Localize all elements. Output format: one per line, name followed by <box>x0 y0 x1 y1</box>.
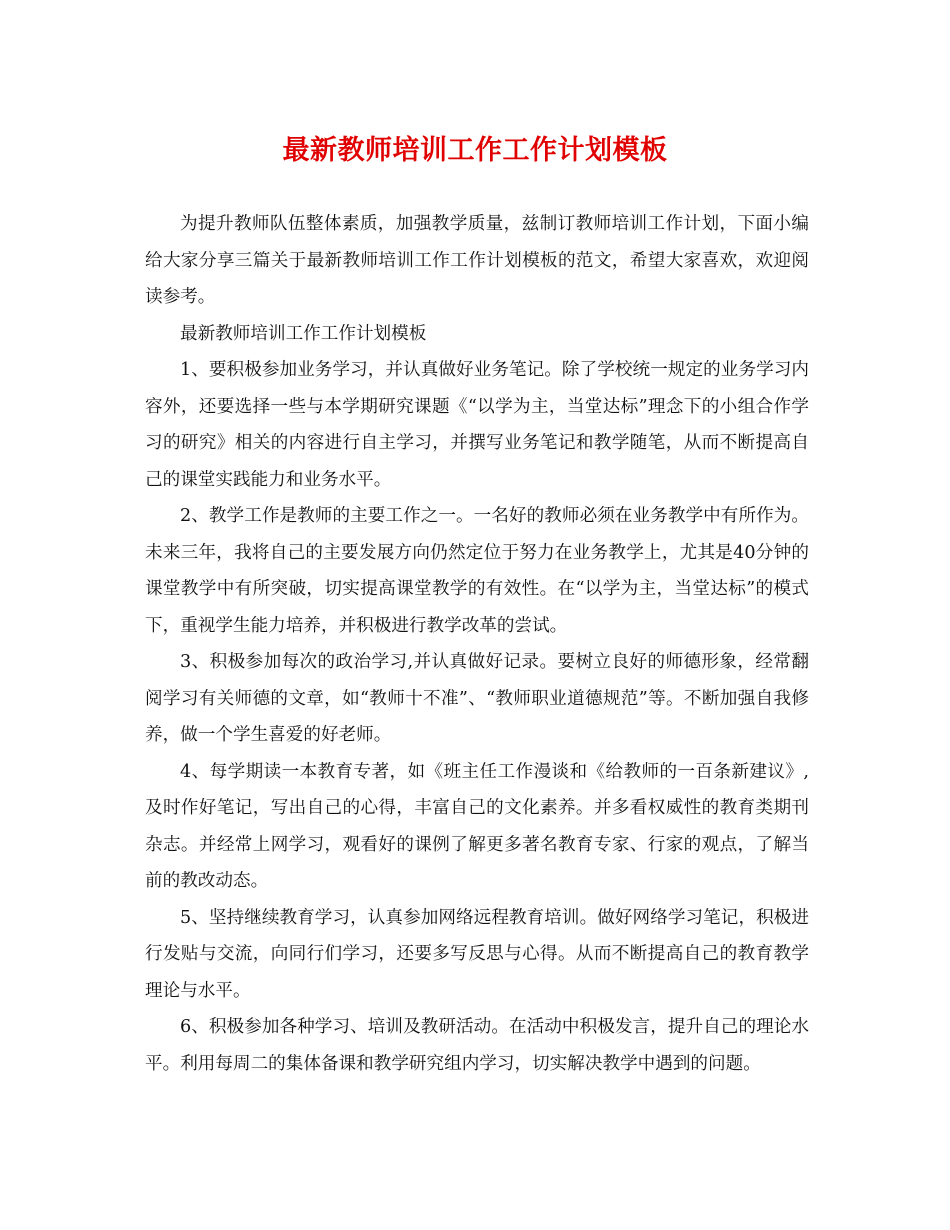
document-body <box>145 206 809 1082</box>
paragraph-item-5: 5、坚持继续教育学习，认真参加网络远程教育培训。做好网络学习笔记，积极进行发贴与交流，向同行们学习，还要多写反思与心得。从而不断提高自己的教育教学理论与水平。 <box>145 907 809 1001</box>
section-heading: 最新教师培训工作工作计划模板 <box>180 323 427 344</box>
intro-paragraph: 为提升教师队伍整体素质，加强教学质量，兹制订教师培训工作计划，下面小编给大家分享三篇关于最新教师培训工作工作计划模板的范文，希望大家喜欢，欢迎阅读参考。 <box>145 214 809 307</box>
document-title: 最新教师培训工作工作计划模板 <box>282 135 668 166</box>
paragraph-item-4: 4、每学期读一本教育专著，如《班主任工作漫谈和《给教师的一百条新建议》,及时作好笔记，写出自己的心得，丰富自己的文化素养。并多看权威性的教育类期刊杂志。并经常上网学习，观看好的课例了解更多著名教育专家、行家的观点，了解当前的教改动态。 <box>145 761 809 891</box>
paragraph-item-2: 2、教学工作是教师的主要工作之一。一名好的教师必须在业务教学中有所作为。未来三年，我将自己的主要发展方向仍然定位于努力在业务教学上，尤其是40分钟的课堂教学中有所突破，切实提高课堂教学的有效性。在“以学为主，当堂达标”的模式下，重视学生能力培养，并积极进行教学改革的尝试。 <box>145 506 809 636</box>
paragraph-item-6: 6、积极参加各种学习、培训及教研活动。在活动中积极发言，提升自己的理论水平。利用每周二的集体备课和教学研究组内学习，切实解决教学中遇到的问题。 <box>145 1017 809 1074</box>
paragraph-item-3: 3、积极参加每次的政治学习,并认真做好记录。要树立良好的师德形象，经常翻阅学习有关师德的文章，如“教师十不准”、“教师职业道德规范”等。不断加强自我修养，做一个学生喜爱的好老师。 <box>145 652 809 745</box>
paragraph-item-1: 1、要积极参加业务学习，并认真做好业务笔记。除了学校统一规定的业务学习内容外，还要选择一些与本学期研究课题《“以学为主，当堂达标”理念下的小组合作学习的研究》相关的内容进行自主学习，并撰写业务笔记和教学随笔，从而不断提高自己的课堂实践能力和业务水平。 <box>145 360 809 490</box>
